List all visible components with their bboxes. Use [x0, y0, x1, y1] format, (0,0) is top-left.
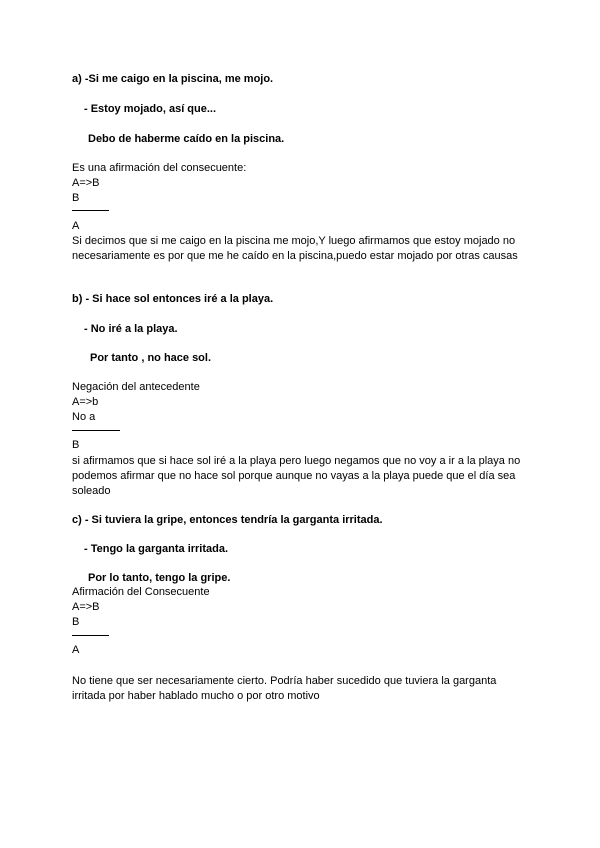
section-b-explanation-1: si afirmamos que si hace sol iré a la playa pero luego negamos que no voy a ir a la playa no: [72, 455, 521, 467]
section-b-form-1: A=>b: [72, 396, 99, 408]
section-c-premise-1: c) - Si tuviera la gripe, entonces tendría la garganta irritada.: [72, 514, 383, 526]
section-c-explanation-1: No tiene que ser necesariamente cierto. Podría haber sucedido que tuviera la garganta: [72, 675, 497, 687]
section-b-conclusion: Por tanto , no hace sol.: [90, 352, 212, 364]
section-b-premise-2: - No iré a la playa.: [84, 323, 178, 335]
section-b-explanation-3: soleado: [72, 485, 111, 497]
section-c-rule: [72, 635, 109, 636]
section-b-fallacy-name: Negación del antecedente: [72, 381, 200, 393]
section-a-fallacy-name: Es una afirmación del consecuente:: [72, 162, 247, 174]
section-c-form-1: A=>B: [72, 601, 100, 613]
section-c-explanation-2: irritada por haber hablado mucho o por otro motivo: [72, 690, 320, 702]
section-a-premise-2: - Estoy mojado, así que...: [84, 103, 217, 115]
section-c-conclusion: Por lo tanto, tengo la gripe.: [88, 572, 231, 584]
section-c-fallacy-name: Afirmación del Consecuente: [72, 586, 210, 598]
section-b-explanation-2: podemos afirmar que no hace sol porque aunque no vayas a la playa puede que el día sea: [72, 470, 516, 482]
section-c-premise-2: - Tengo la garganta irritada.: [84, 543, 229, 555]
section-c-form-2: B: [72, 616, 80, 628]
section-b-rule: [72, 430, 120, 431]
section-a-form-conclusion: A: [72, 220, 80, 232]
section-a-rule: [72, 210, 109, 211]
section-c-form-conclusion: A: [72, 644, 80, 656]
section-a-conclusion: Debo de haberme caído en la piscina.: [88, 133, 285, 145]
section-b-form-conclusion: B: [72, 439, 80, 451]
section-a-explanation-1: Si decimos que si me caigo en la piscina me mojo,Y luego afirmamos que estoy mojado no: [72, 235, 516, 247]
section-a-form-2: B: [72, 192, 80, 204]
section-b-premise-1: b) - Si hace sol entonces iré a la playa.: [72, 293, 274, 305]
section-a-premise-1: a) -Si me caigo en la piscina, me mojo.: [72, 73, 274, 85]
section-a-form-1: A=>B: [72, 177, 100, 189]
section-a-explanation-2: necesariamente es por que me he caído en la piscina,puedo estar mojado por otras causas: [72, 250, 518, 262]
section-b-form-2: No a: [72, 411, 96, 423]
